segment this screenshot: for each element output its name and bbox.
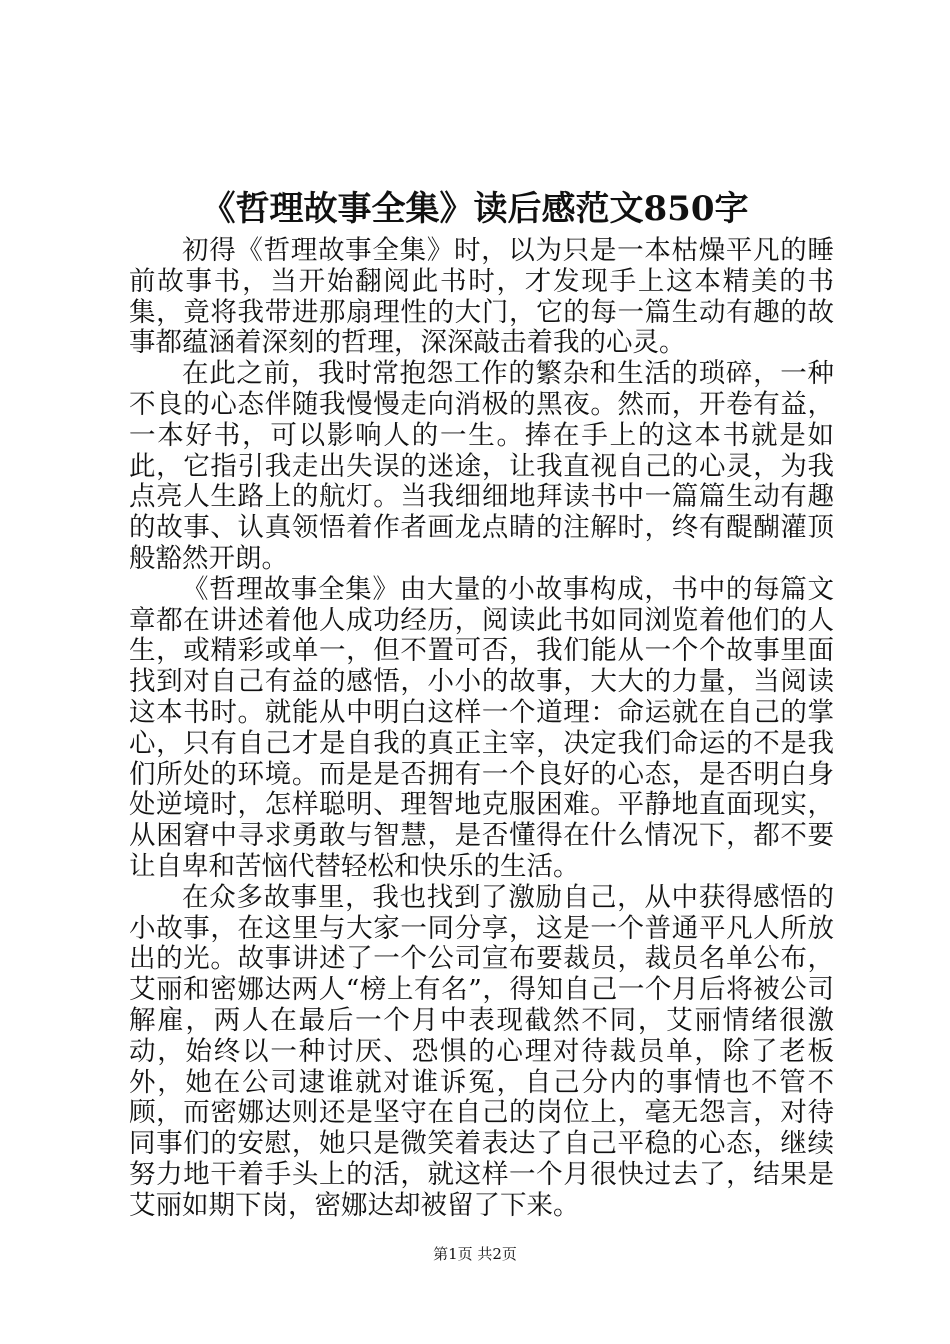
document-title: 《哲理故事全集》读后感范文850字 (201, 189, 749, 229)
paragraph: 初得《哲理故事全集》时，以为只是一本枯燥平凡的睡前故事书，当开始翻阅此书时，才发现手上这本精美的书集，竟将我带进那扇理性的大门，它的每一篇生动有趣的故事都蕴涵着深刻的哲理，深深敲击着我的心灵。 (129, 235, 834, 359)
paragraph: 在此之前，我时常抱怨工作的繁杂和生活的琐碎，一种不良的心态伴随我慢慢走向消极的黑夜。然而，开卷有益，一本好书，可以影响人的一生。捧在手上的这本书就是如此，它指引我走出失误的迷途，让我直视自己的心灵，为我点亮人生路上的航灯。当我细细地拜读书中一篇篇生动有趣的故事、认真领悟着作者画龙点睛的注解时，终有醍醐灌顶般豁然开朗。 (129, 358, 834, 574)
paragraph: 在众多故事里，我也找到了激励自己，从中获得感悟的小故事，在这里与大家一同分享，这是一个普通平凡人所放出的光。故事讲述了一个公司宣布要裁员，裁员名单公布，艾丽和密娜达两人“榜上有名”，得知自己一个月后将被公司解雇，两人在最后一个月中表现截然不同，艾丽情绪很激动，始终以一种讨厌、恐惧的心理对待裁员单，除了老板外，她在公司逮谁就对谁诉冤，自己分内的事情也不管不顾，而密娜达则还是坚守在自己的岗位上，毫无怨言，对待同事们的安慰，她只是微笑着表达了自己平稳的心态，继续努力地干着手头上的活，就这样一个月很快过去了，结果是艾丽如期下岗，密娜达却被留了下来。 (129, 881, 834, 1221)
paragraph: 《哲理故事全集》由大量的小故事构成，书中的每篇文章都在讲述着他人成功经历，阅读此书如同浏览着他们的人生，或精彩或单一，但不置可否，我们能从一个个故事里面找到对自己有益的感悟，小小的故事，大大的力量，当阅读这本书时。就能从中明白这样一个道理：命运就在自己的掌心，只有自己才是自我的真正主宰，决定我们命运的不是我们所处的环境。而是是否拥有一个良好的心态，是否明白身处逆境时，怎样聪明、理智地克服困难。平静地直面现实，从困窘中寻求勇敢与智慧，是否懂得在什么情况下，都不要让自卑和苦恼代替轻松和快乐的生活。 (129, 573, 834, 882)
document-body (129, 236, 834, 1222)
page-footer: 第1页 共2页 (433, 1245, 517, 1263)
